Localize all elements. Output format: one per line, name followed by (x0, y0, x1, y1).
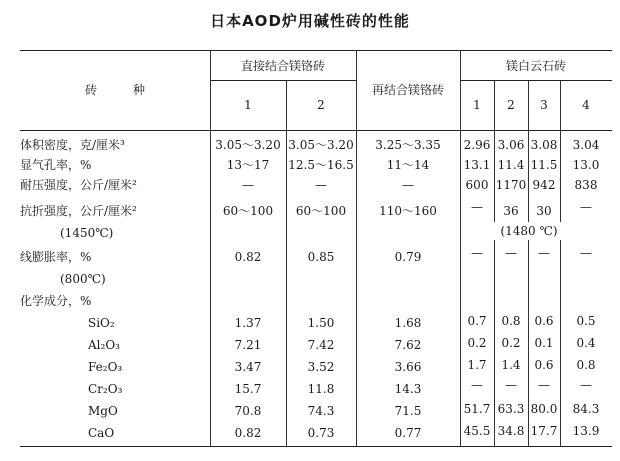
cell: 3.04 (572, 138, 600, 152)
cell: 13.0 (572, 158, 600, 172)
cell: 36 (503, 204, 519, 218)
cell: 942 (532, 178, 556, 192)
cell: — (242, 178, 254, 192)
cell: — (538, 378, 550, 392)
cell: — (505, 246, 517, 260)
bottom-rule (20, 446, 612, 447)
row-label: 体积密度，克/厘米³ (20, 138, 125, 152)
header-mid-rule (210, 80, 356, 81)
cell: 45.5 (463, 424, 491, 438)
cell: 1.50 (307, 316, 335, 330)
row-label: CaO (88, 426, 115, 440)
subheader-m3: 3 (540, 98, 548, 112)
cell: 3.47 (234, 360, 262, 374)
row-label: 显气孔率，% (20, 158, 92, 172)
cell: 71.5 (394, 404, 422, 418)
row-label: 耐压强度，公斤/厘米² (20, 178, 137, 192)
cell: 63.3 (497, 402, 525, 416)
cell: 34.8 (497, 424, 525, 438)
row-label: (1450℃) (60, 226, 114, 240)
cell: 3.66 (394, 360, 422, 374)
row-label: 线膨胀率，% (20, 250, 92, 264)
cell: — (315, 178, 327, 192)
cell: 14.3 (394, 382, 422, 396)
cell: 0.2 (467, 336, 487, 350)
cell: — (471, 200, 483, 214)
cell: 3.08 (530, 138, 558, 152)
cell: 74.3 (307, 404, 335, 418)
cell: 80.0 (530, 402, 558, 416)
cell: 1170 (495, 178, 527, 192)
cell: 0.85 (307, 250, 335, 264)
cell: 30 (536, 204, 552, 218)
cell: 3.05～3.20 (288, 138, 354, 152)
cell: 0.79 (394, 250, 422, 264)
cell: 3.25～3.35 (375, 138, 441, 152)
cell: — (471, 378, 483, 392)
subheader-m2: 2 (507, 98, 515, 112)
cell: 0.4 (576, 336, 596, 350)
row-label: (800℃) (60, 272, 106, 286)
cell: — (580, 200, 592, 214)
row-label: MgO (88, 404, 118, 418)
cell: 17.7 (530, 424, 558, 438)
cell: 7.21 (234, 338, 262, 352)
cell: 0.6 (534, 358, 554, 372)
row-label: 抗折强度，公斤/厘米² (20, 204, 137, 218)
cell: 11～14 (386, 158, 430, 172)
cell: 3.06 (497, 138, 525, 152)
cell: 0.82 (234, 250, 262, 264)
temperature-note: (1480 ℃) (500, 224, 558, 238)
row-label: Al₂O₃ (88, 338, 120, 352)
row-label: Cr₂O₃ (88, 382, 123, 396)
header-dolomite: 镁白云石砖 (505, 59, 566, 73)
cell: 110～160 (379, 204, 437, 218)
row-label: Fe₂O₃ (88, 360, 123, 374)
cell: 13.9 (572, 424, 600, 438)
cell: 7.62 (394, 338, 422, 352)
cell: 1.4 (501, 358, 521, 372)
cell: 51.7 (463, 402, 491, 416)
cell: 11.4 (497, 158, 525, 172)
cell: — (402, 178, 414, 192)
cell: 0.2 (501, 336, 521, 350)
row-label: SiO₂ (88, 316, 115, 330)
cell: — (505, 378, 517, 392)
cell: 0.5 (576, 314, 596, 328)
cell: — (580, 246, 592, 260)
cell: 84.3 (572, 402, 600, 416)
cell: 2.96 (463, 138, 491, 152)
header-rebonded: 再结合镁铬砖 (371, 83, 444, 97)
cell: 0.7 (467, 314, 487, 328)
cell: 600 (465, 178, 489, 192)
header-mid-rule-dolomite (460, 80, 612, 81)
table-title: 日本AOD炉用碱性砖的性能 (210, 12, 410, 30)
cell: 0.77 (394, 426, 422, 440)
cell: 60～100 (222, 204, 274, 218)
cell: 7.42 (307, 338, 335, 352)
cell: 1.68 (394, 316, 422, 330)
subheader-m1: 1 (473, 98, 481, 112)
cell: 0.8 (501, 314, 521, 328)
subheader-1: 1 (244, 98, 252, 112)
header-brick-type: 砖 种 (84, 83, 145, 97)
cell: 15.7 (234, 382, 262, 396)
subheader-m4: 4 (582, 98, 590, 112)
cell: 0.82 (234, 426, 262, 440)
cell: — (580, 378, 592, 392)
cell: 12.5～16.5 (288, 158, 354, 172)
cell: — (471, 246, 483, 260)
cell: 11.5 (530, 158, 558, 172)
cell: 13.1 (463, 158, 491, 172)
cell: 60～100 (295, 204, 347, 218)
cell: 1.37 (234, 316, 262, 330)
cell: 0.1 (534, 336, 554, 350)
cell: 1.7 (467, 358, 487, 372)
cell: — (538, 246, 550, 260)
cell: 0.6 (534, 314, 554, 328)
cell: 3.52 (307, 360, 335, 374)
header-bottom-rule (20, 130, 612, 131)
cell: 11.8 (307, 382, 335, 396)
cell: 0.73 (307, 426, 335, 440)
cell: 13～17 (226, 158, 270, 172)
row-label: 化学成分，% (20, 294, 92, 308)
cell: 0.8 (576, 358, 596, 372)
cell: 70.8 (234, 404, 262, 418)
cell: 838 (574, 178, 598, 192)
top-rule (20, 50, 612, 51)
cell: 3.05～3.20 (215, 138, 281, 152)
subheader-2: 2 (317, 98, 325, 112)
header-direct-bond: 直接结合镁铬砖 (240, 59, 325, 73)
